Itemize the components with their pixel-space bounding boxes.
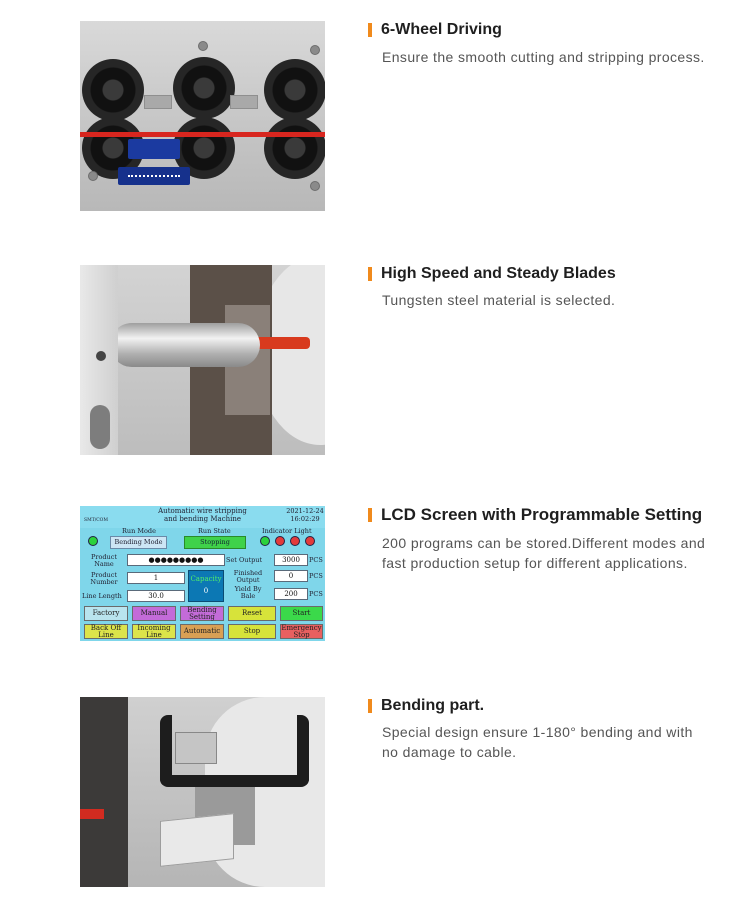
accent-bar (368, 267, 372, 281)
screw (198, 41, 208, 51)
feature-description: Special design ensure 1-180° bending and with no damage to cable. (382, 724, 693, 760)
product-number-field[interactable]: 1 (127, 572, 185, 584)
red-wire (80, 132, 325, 137)
lcd-title (120, 507, 285, 523)
feature-title: 6-Wheel Driving (381, 21, 502, 38)
automatic-button[interactable]: Automatic (180, 624, 224, 639)
drive-wheel (82, 59, 144, 121)
back-off-line-button[interactable]: Back Off Line (84, 624, 128, 639)
status-led (88, 536, 98, 546)
feature-heading (368, 21, 502, 39)
emergency-stop-button[interactable]: Emergency Stop (281, 624, 322, 639)
indicator-led (290, 536, 300, 546)
blue-plate (128, 139, 180, 159)
capacity-label: Capacity (190, 575, 222, 583)
indicator-led (305, 536, 315, 546)
finished-output-label: Finished Output (233, 569, 263, 584)
wire-guide (144, 95, 172, 109)
drive-wheel (173, 57, 235, 119)
drive-wheel (264, 59, 325, 121)
lcd-time: 16:02:29 (290, 515, 320, 523)
blue-plate (118, 167, 190, 185)
accent-bar (368, 508, 372, 522)
feature-title: LCD Screen with Programmable Setting (381, 505, 703, 524)
drive-wheel (264, 117, 325, 179)
set-output-field[interactable]: 3000 (274, 554, 308, 566)
feature-heading (368, 697, 484, 715)
product-number-label: Product Number (90, 571, 118, 586)
accent-bar (368, 699, 372, 713)
run-mode-label: Run Mode (122, 527, 156, 535)
lcd-screen (80, 506, 325, 641)
accent-bar (368, 23, 372, 37)
indicator-led (275, 536, 285, 546)
stop-button[interactable]: Stop (228, 624, 276, 639)
lcd-title-line: and bending Machine (163, 515, 242, 523)
feature-description: 200 programs can be stored.Different modes and fast production setup for different applications. (382, 535, 706, 571)
reset-button[interactable]: Reset (228, 606, 276, 621)
set-output-label: Set Output (226, 556, 263, 564)
capacity-box (188, 570, 224, 602)
screw (88, 171, 98, 181)
screw (310, 181, 320, 191)
unit-label: PCS (309, 590, 323, 598)
feature-description: Tungsten steel material is selected. (382, 292, 616, 308)
indicator-light-label: Indicator Light (262, 527, 312, 535)
lcd-brand: SMT/COM (84, 518, 108, 523)
screw (310, 45, 320, 55)
feature-image-wheels (80, 21, 325, 211)
feature-title: Bending part. (381, 697, 485, 714)
lcd-title-line: Automatic wire stripping (158, 507, 247, 515)
run-mode-value[interactable]: Bending Mode (110, 536, 167, 549)
feature-description: Ensure the smooth cutting and stripping process. (382, 49, 705, 65)
manual-button[interactable]: Manual (132, 606, 176, 621)
factory-button[interactable]: Factory (84, 606, 128, 621)
wire-guide (230, 95, 258, 109)
start-button[interactable]: Start (280, 606, 323, 621)
yield-by-bale-label: Yield By Bale (234, 585, 262, 600)
run-state-label: Run State (198, 527, 231, 535)
product-name-field[interactable]: ●●●●●●●●● (127, 554, 225, 566)
run-state-value: Stopping (184, 536, 246, 549)
feature-image-blades (80, 265, 325, 455)
indicator-led (260, 536, 270, 546)
guide-tube (110, 323, 260, 367)
feature-heading (368, 505, 702, 525)
lcd-datetime (285, 507, 325, 523)
screw-hole (96, 351, 106, 361)
red-wire (80, 809, 104, 819)
feature-heading (368, 265, 616, 283)
dark-block (80, 697, 128, 887)
yield-by-bale-field[interactable]: 200 (274, 588, 308, 600)
line-length-field[interactable]: 30.0 (127, 590, 185, 602)
incoming-line-button[interactable]: Incoming Line (132, 624, 176, 639)
lcd-date: 2021-12-24 (286, 507, 324, 515)
feature-title: High Speed and Steady Blades (381, 265, 616, 282)
red-wire (255, 337, 310, 349)
steel-block (175, 732, 217, 764)
unit-label: PCS (309, 572, 323, 580)
line-length-label: Line Length (82, 592, 122, 600)
feature-image-bending (80, 697, 325, 887)
finished-output-field[interactable]: 0 (274, 570, 308, 582)
clamp (160, 813, 234, 867)
capacity-value: 0 (203, 587, 209, 595)
slot (90, 405, 110, 449)
product-name-label: Product Name (91, 553, 117, 568)
bending-setting-button[interactable]: Bending Setting (180, 606, 224, 621)
unit-label: PCS (309, 556, 323, 564)
